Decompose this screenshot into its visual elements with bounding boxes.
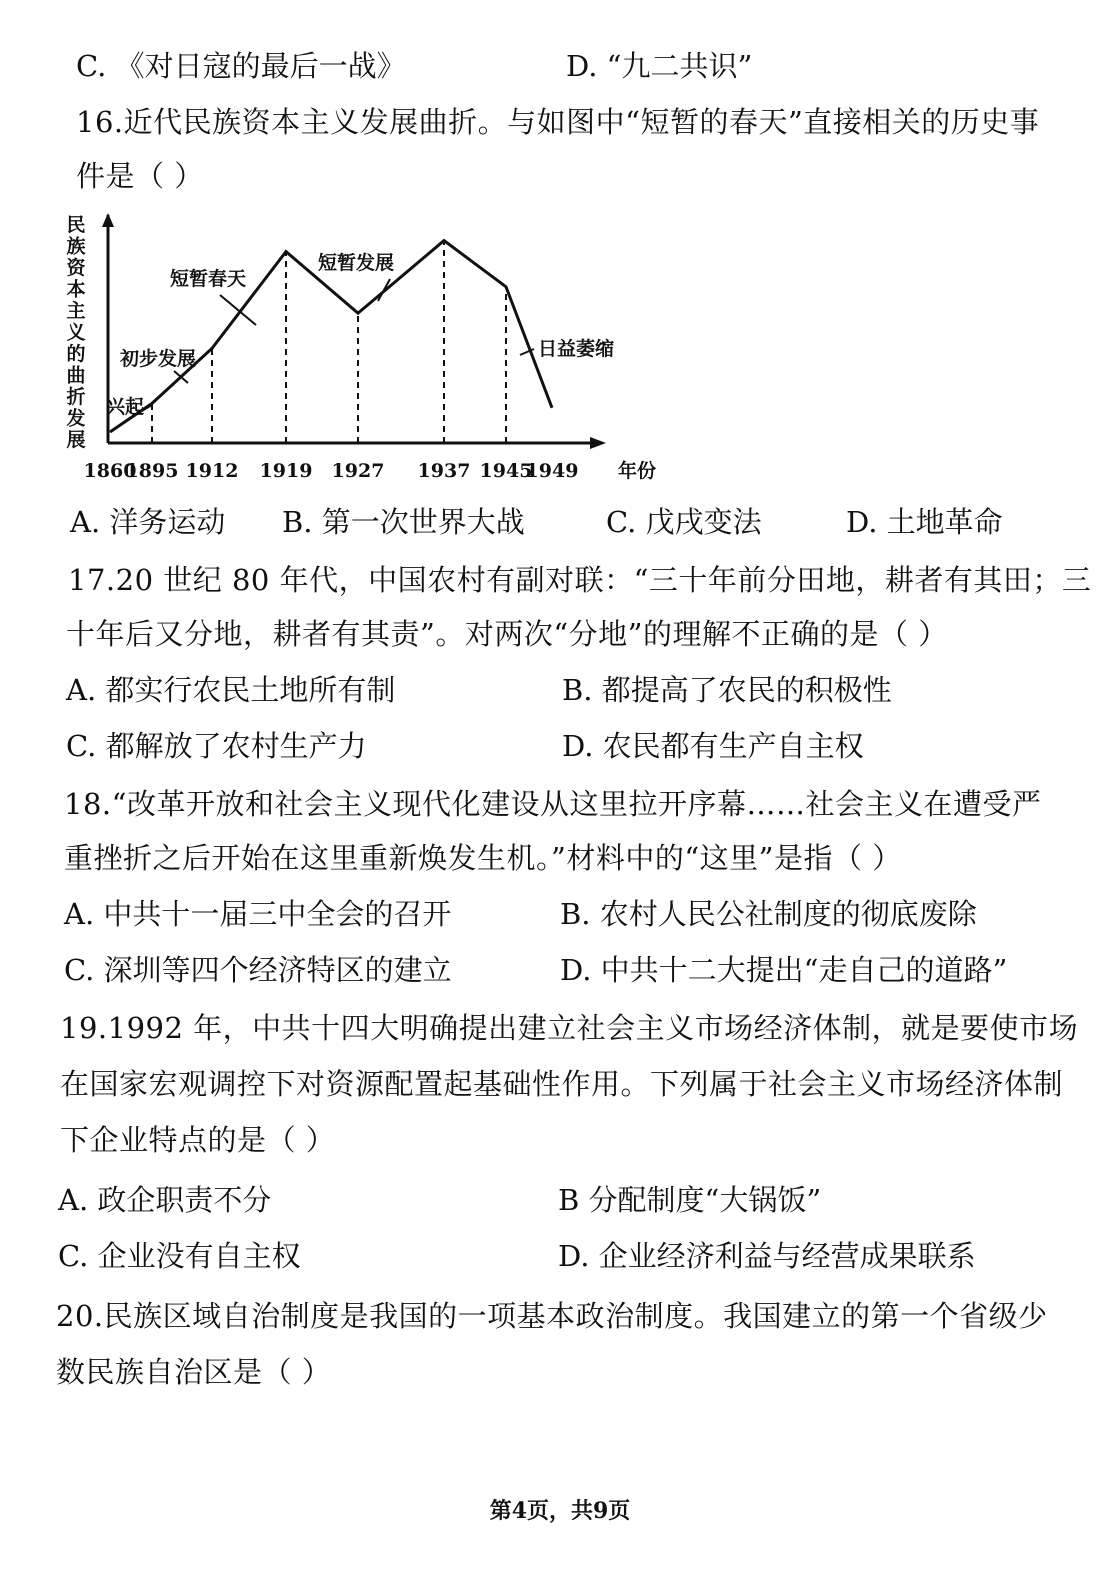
x-axis-arrow (590, 437, 606, 449)
q16-option-b: B. 第一次世界大战 (282, 505, 525, 539)
q19-option-b: B 分配制度“大锅饭” (558, 1183, 822, 1217)
q17-option-d: D. 农民都有生产自主权 (562, 729, 864, 763)
q17-option-a: A. 都实行农民土地所有制 (66, 673, 396, 707)
q18-option-b: B. 农村人民公社制度的彻底废除 (560, 897, 977, 931)
annotation-4: 日益萎缩 (538, 338, 615, 360)
q15-option-c: C. 《对日寇的最后一战》 (76, 49, 406, 83)
q18-option-a: A. 中共十一届三中全会的召开 (64, 897, 452, 931)
q18-option-d: D. 中共十二大提出“走自己的道路” (560, 953, 1008, 987)
q18-stem-line1: 18.“改革开放和社会主义现代化建设从这里拉开序幕……社会主义在遭受严 (64, 787, 1042, 821)
x-tick-label-1919: 1919 (259, 460, 313, 482)
q17-option-b: B. 都提高了农民的积极性 (562, 673, 892, 707)
q16-option-a: A. 洋务运动 (70, 505, 226, 539)
annotation-3: 短暂发展 (318, 252, 395, 274)
q18-stem-line2: 重挫折之后开始在这里重新焕发生机。”材料中的“这里”是指（ ） (64, 841, 902, 875)
q17-option-c: C. 都解放了农村生产力 (66, 729, 367, 763)
q19-stem-line1: 19.1992 年，中共十四大明确提出建立社会主义市场经济体制，就是要使市场 (60, 1011, 1079, 1045)
annotation-1: 初步发展 (120, 348, 197, 370)
q19-option-c: C. 企业没有自主权 (58, 1239, 301, 1273)
q16-stem-line1: 16.近代民族资本主义发展曲折。与如图中“短暂的春天”直接相关的历史事 (76, 105, 1040, 139)
x-tick-label-1937: 1937 (417, 460, 471, 482)
q17-stem-line2: 十年后又分地，耕者有其责”。对两次“分地”的理解不正确的是（ ） (66, 617, 948, 651)
chart-y-label: 民族资本主义的曲折发展 (66, 214, 86, 451)
annotation-2: 短暂春天 (170, 268, 247, 290)
q19-stem-line2: 在国家宏观调控下对资源配置起基础性作用。下列属于社会主义市场经济体制 (60, 1067, 1064, 1101)
q15-option-d: D. “九二共识” (566, 49, 753, 83)
x-tick-label-1945: 1945 (479, 460, 533, 482)
x-tick-label-1927: 1927 (331, 460, 385, 482)
q17-stem-line1: 17.20 世纪 80 年代，中国农村有副对联：“三十年前分田地，耕者有其田；三 (68, 563, 1092, 597)
annotation-0: 兴起 (106, 396, 145, 418)
capitalism-development-chart (60, 205, 660, 495)
x-tick-label-1860: 1860 (83, 460, 137, 482)
annotation-pointer-3 (378, 279, 390, 301)
chart-annotations (106, 251, 614, 419)
y-axis-arrow (102, 213, 114, 227)
chart-tick-labels (84, 460, 579, 482)
chart-axes (102, 213, 606, 449)
q16-stem-line2: 件是（ ） (76, 159, 204, 193)
page-number: 第4页，共9页 (489, 1498, 631, 1524)
x-tick-label-1895: 1895 (125, 460, 179, 482)
q18-option-c: C. 深圳等四个经济特区的建立 (64, 953, 452, 987)
q19-option-a: A. 政企职责不分 (58, 1183, 272, 1217)
q20-stem-line1: 20.民族区域自治制度是我国的一项基本政治制度。我国建立的第一个省级少 (56, 1299, 1048, 1333)
x-tick-label-1912: 1912 (185, 460, 239, 482)
q16-option-c: C. 戊戌变法 (606, 505, 762, 539)
q20-stem-line2: 数民族自治区是（ ） (56, 1355, 332, 1389)
q19-option-d: D. 企业经济利益与经营成果联系 (558, 1239, 976, 1273)
chart-x-label: 年份 (618, 460, 657, 482)
q19-stem-line3: 下企业特点的是（ ） (60, 1123, 336, 1157)
q16-option-d: D. 土地革命 (846, 505, 1003, 539)
x-tick-label-1949: 1949 (525, 460, 579, 482)
